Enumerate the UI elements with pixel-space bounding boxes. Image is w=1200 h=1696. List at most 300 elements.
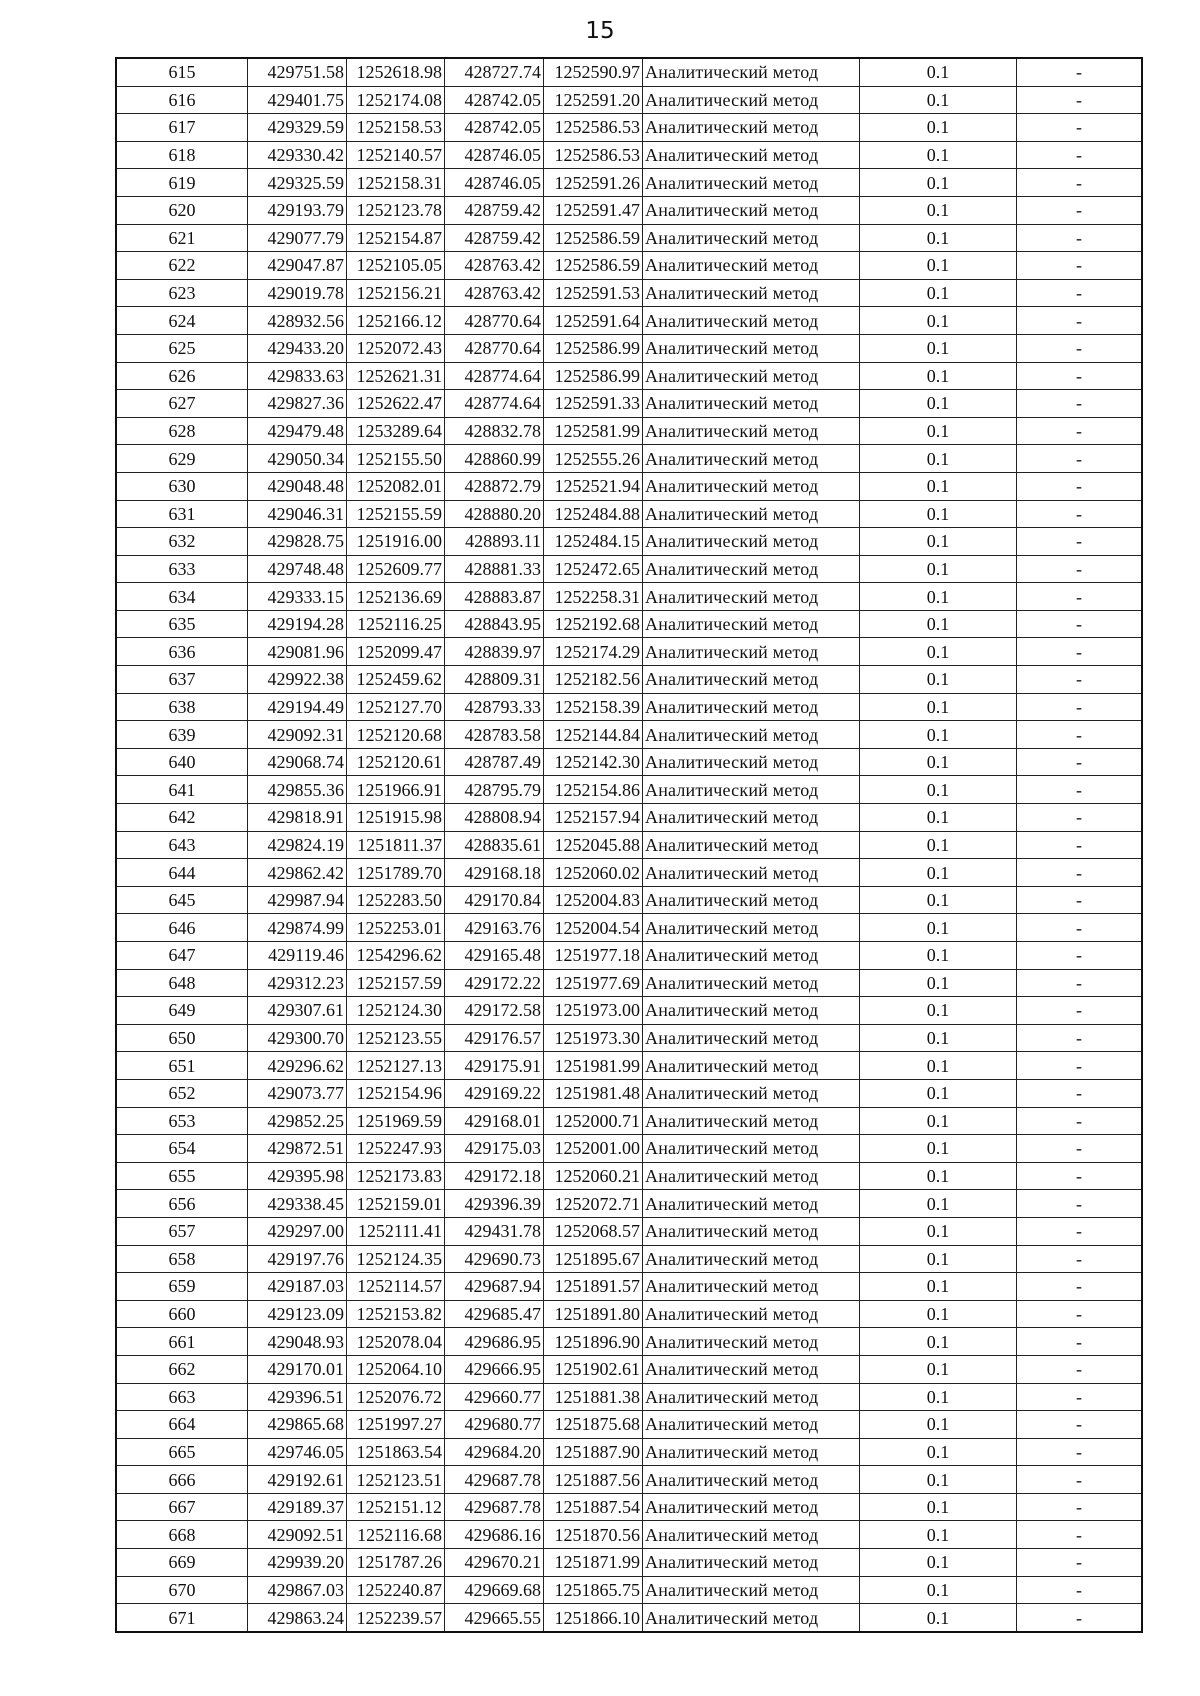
x2-cell: 429685.47 bbox=[445, 1300, 544, 1328]
method-cell: Аналитический метод bbox=[643, 1355, 860, 1383]
point-number-cell: 640 bbox=[116, 748, 248, 776]
y1-cell: 1252155.50 bbox=[347, 445, 445, 473]
x1-cell: 429048.93 bbox=[248, 1328, 347, 1356]
table-row bbox=[116, 252, 1142, 280]
accuracy-cell: 0.1 bbox=[860, 1217, 1017, 1245]
x1-cell: 429818.91 bbox=[248, 804, 347, 832]
x2-cell: 428880.20 bbox=[445, 500, 544, 528]
x2-cell: 428839.97 bbox=[445, 638, 544, 666]
y2-cell: 1252586.99 bbox=[544, 362, 643, 390]
y1-cell: 1252240.87 bbox=[347, 1576, 445, 1604]
x2-cell: 429684.20 bbox=[445, 1438, 544, 1466]
x1-cell: 429746.05 bbox=[248, 1438, 347, 1466]
y2-cell: 1251902.61 bbox=[544, 1355, 643, 1383]
y2-cell: 1252591.26 bbox=[544, 169, 643, 197]
y1-cell: 1251811.37 bbox=[347, 831, 445, 859]
x2-cell: 428770.64 bbox=[445, 307, 544, 335]
x2-cell: 429669.68 bbox=[445, 1576, 544, 1604]
note-cell: - bbox=[1017, 362, 1143, 390]
note-cell: - bbox=[1017, 1135, 1143, 1163]
table-row bbox=[116, 693, 1142, 721]
table-row bbox=[116, 886, 1142, 914]
note-cell: - bbox=[1017, 390, 1143, 418]
x1-cell: 429395.98 bbox=[248, 1162, 347, 1190]
point-number-cell: 647 bbox=[116, 942, 248, 970]
point-number-cell: 632 bbox=[116, 528, 248, 556]
y2-cell: 1251887.56 bbox=[544, 1466, 643, 1494]
y2-cell: 1252586.59 bbox=[544, 224, 643, 252]
method-cell: Аналитический метод bbox=[643, 997, 860, 1025]
note-cell: - bbox=[1017, 693, 1143, 721]
accuracy-cell: 0.1 bbox=[860, 776, 1017, 804]
method-cell: Аналитический метод bbox=[643, 417, 860, 445]
method-cell: Аналитический метод bbox=[643, 334, 860, 362]
point-number-cell: 629 bbox=[116, 445, 248, 473]
accuracy-cell: 0.1 bbox=[860, 86, 1017, 114]
accuracy-cell: 0.1 bbox=[860, 555, 1017, 583]
x2-cell: 428763.42 bbox=[445, 252, 544, 280]
y2-cell: 1252072.71 bbox=[544, 1190, 643, 1218]
x1-cell: 429855.36 bbox=[248, 776, 347, 804]
method-cell: Аналитический метод bbox=[643, 1024, 860, 1052]
point-number-cell: 637 bbox=[116, 666, 248, 694]
y1-cell: 1251997.27 bbox=[347, 1411, 445, 1439]
point-number-cell: 654 bbox=[116, 1135, 248, 1163]
y2-cell: 1251973.30 bbox=[544, 1024, 643, 1052]
note-cell: - bbox=[1017, 1273, 1143, 1301]
x2-cell: 429175.91 bbox=[445, 1052, 544, 1080]
method-cell: Аналитический метод bbox=[643, 1162, 860, 1190]
accuracy-cell: 0.1 bbox=[860, 1438, 1017, 1466]
accuracy-cell: 0.1 bbox=[860, 1135, 1017, 1163]
note-cell: - bbox=[1017, 224, 1143, 252]
y1-cell: 1252116.68 bbox=[347, 1521, 445, 1549]
x1-cell: 429187.03 bbox=[248, 1273, 347, 1301]
y1-cell: 1252157.59 bbox=[347, 969, 445, 997]
table-row bbox=[116, 942, 1142, 970]
table-row bbox=[116, 638, 1142, 666]
note-cell: - bbox=[1017, 1438, 1143, 1466]
y2-cell: 1252521.94 bbox=[544, 472, 643, 500]
table-row bbox=[116, 1079, 1142, 1107]
x1-cell: 429194.49 bbox=[248, 693, 347, 721]
method-cell: Аналитический метод bbox=[643, 942, 860, 970]
table-row bbox=[116, 58, 1142, 86]
note-cell: - bbox=[1017, 997, 1143, 1025]
note-cell: - bbox=[1017, 1162, 1143, 1190]
point-number-cell: 628 bbox=[116, 417, 248, 445]
y1-cell: 1252618.98 bbox=[347, 58, 445, 86]
x2-cell: 428872.79 bbox=[445, 472, 544, 500]
y1-cell: 1252621.31 bbox=[347, 362, 445, 390]
coordinates-table bbox=[115, 57, 1143, 1633]
x2-cell: 429686.16 bbox=[445, 1521, 544, 1549]
x1-cell: 429193.79 bbox=[248, 196, 347, 224]
note-cell: - bbox=[1017, 528, 1143, 556]
table-row bbox=[116, 169, 1142, 197]
note-cell: - bbox=[1017, 666, 1143, 694]
x2-cell: 429175.03 bbox=[445, 1135, 544, 1163]
method-cell: Аналитический метод bbox=[643, 666, 860, 694]
accuracy-cell: 0.1 bbox=[860, 1549, 1017, 1577]
table-row bbox=[116, 528, 1142, 556]
point-number-cell: 662 bbox=[116, 1355, 248, 1383]
x1-cell: 429073.77 bbox=[248, 1079, 347, 1107]
accuracy-cell: 0.1 bbox=[860, 472, 1017, 500]
y2-cell: 1252060.02 bbox=[544, 859, 643, 887]
method-cell: Аналитический метод bbox=[643, 583, 860, 611]
method-cell: Аналитический метод bbox=[643, 500, 860, 528]
point-number-cell: 616 bbox=[116, 86, 248, 114]
accuracy-cell: 0.1 bbox=[860, 1383, 1017, 1411]
point-number-cell: 651 bbox=[116, 1052, 248, 1080]
table-row bbox=[116, 279, 1142, 307]
y2-cell: 1252142.30 bbox=[544, 748, 643, 776]
accuracy-cell: 0.1 bbox=[860, 859, 1017, 887]
table-row bbox=[116, 500, 1142, 528]
method-cell: Аналитический метод bbox=[643, 1521, 860, 1549]
x1-cell: 429307.61 bbox=[248, 997, 347, 1025]
point-number-cell: 645 bbox=[116, 886, 248, 914]
accuracy-cell: 0.1 bbox=[860, 307, 1017, 335]
note-cell: - bbox=[1017, 1576, 1143, 1604]
table-row bbox=[116, 748, 1142, 776]
note-cell: - bbox=[1017, 1383, 1143, 1411]
x1-cell: 429479.48 bbox=[248, 417, 347, 445]
x2-cell: 429680.77 bbox=[445, 1411, 544, 1439]
x1-cell: 429077.79 bbox=[248, 224, 347, 252]
accuracy-cell: 0.1 bbox=[860, 610, 1017, 638]
table-row bbox=[116, 666, 1142, 694]
method-cell: Аналитический метод bbox=[643, 1245, 860, 1273]
point-number-cell: 621 bbox=[116, 224, 248, 252]
note-cell: - bbox=[1017, 1521, 1143, 1549]
accuracy-cell: 0.1 bbox=[860, 914, 1017, 942]
method-cell: Аналитический метод bbox=[643, 969, 860, 997]
y1-cell: 1252156.21 bbox=[347, 279, 445, 307]
x1-cell: 429827.36 bbox=[248, 390, 347, 418]
x1-cell: 429019.78 bbox=[248, 279, 347, 307]
method-cell: Аналитический метод bbox=[643, 528, 860, 556]
note-cell: - bbox=[1017, 1217, 1143, 1245]
accuracy-cell: 0.1 bbox=[860, 583, 1017, 611]
x2-cell: 428843.95 bbox=[445, 610, 544, 638]
method-cell: Аналитический метод bbox=[643, 169, 860, 197]
note-cell: - bbox=[1017, 252, 1143, 280]
y1-cell: 1252120.61 bbox=[347, 748, 445, 776]
y2-cell: 1252045.88 bbox=[544, 831, 643, 859]
accuracy-cell: 0.1 bbox=[860, 638, 1017, 666]
accuracy-cell: 0.1 bbox=[860, 1521, 1017, 1549]
point-number-cell: 638 bbox=[116, 693, 248, 721]
accuracy-cell: 0.1 bbox=[860, 1355, 1017, 1383]
y2-cell: 1252591.33 bbox=[544, 390, 643, 418]
y1-cell: 1252151.12 bbox=[347, 1493, 445, 1521]
method-cell: Аналитический метод bbox=[643, 362, 860, 390]
note-cell: - bbox=[1017, 1300, 1143, 1328]
note-cell: - bbox=[1017, 969, 1143, 997]
x1-cell: 429189.37 bbox=[248, 1493, 347, 1521]
note-cell: - bbox=[1017, 1493, 1143, 1521]
table-row bbox=[116, 914, 1142, 942]
point-number-cell: 653 bbox=[116, 1107, 248, 1135]
y1-cell: 1252123.78 bbox=[347, 196, 445, 224]
note-cell: - bbox=[1017, 445, 1143, 473]
x2-cell: 429687.78 bbox=[445, 1466, 544, 1494]
method-cell: Аналитический метод bbox=[643, 1107, 860, 1135]
note-cell: - bbox=[1017, 1079, 1143, 1107]
x1-cell: 429119.46 bbox=[248, 942, 347, 970]
accuracy-cell: 0.1 bbox=[860, 1079, 1017, 1107]
x1-cell: 429939.20 bbox=[248, 1549, 347, 1577]
x1-cell: 429050.34 bbox=[248, 445, 347, 473]
x1-cell: 429068.74 bbox=[248, 748, 347, 776]
y1-cell: 1252247.93 bbox=[347, 1135, 445, 1163]
note-cell: - bbox=[1017, 1549, 1143, 1577]
accuracy-cell: 0.1 bbox=[860, 693, 1017, 721]
x1-cell: 429862.42 bbox=[248, 859, 347, 887]
y2-cell: 1251891.57 bbox=[544, 1273, 643, 1301]
x2-cell: 429396.39 bbox=[445, 1190, 544, 1218]
note-cell: - bbox=[1017, 141, 1143, 169]
point-number-cell: 671 bbox=[116, 1604, 248, 1632]
method-cell: Аналитический метод bbox=[643, 472, 860, 500]
y2-cell: 1252591.53 bbox=[544, 279, 643, 307]
point-number-cell: 661 bbox=[116, 1328, 248, 1356]
y1-cell: 1252127.70 bbox=[347, 693, 445, 721]
point-number-cell: 665 bbox=[116, 1438, 248, 1466]
x2-cell: 428893.11 bbox=[445, 528, 544, 556]
y1-cell: 1252076.72 bbox=[347, 1383, 445, 1411]
point-number-cell: 649 bbox=[116, 997, 248, 1025]
table-row bbox=[116, 86, 1142, 114]
x2-cell: 429431.78 bbox=[445, 1217, 544, 1245]
x2-cell: 428783.58 bbox=[445, 721, 544, 749]
accuracy-cell: 0.1 bbox=[860, 1300, 1017, 1328]
x2-cell: 429172.58 bbox=[445, 997, 544, 1025]
point-number-cell: 666 bbox=[116, 1466, 248, 1494]
method-cell: Аналитический метод bbox=[643, 555, 860, 583]
accuracy-cell: 0.1 bbox=[860, 1024, 1017, 1052]
note-cell: - bbox=[1017, 169, 1143, 197]
x1-cell: 429296.62 bbox=[248, 1052, 347, 1080]
method-cell: Аналитический метод bbox=[643, 1135, 860, 1163]
method-cell: Аналитический метод bbox=[643, 859, 860, 887]
note-cell: - bbox=[1017, 58, 1143, 86]
table-row bbox=[116, 1300, 1142, 1328]
method-cell: Аналитический метод bbox=[643, 1466, 860, 1494]
point-number-cell: 636 bbox=[116, 638, 248, 666]
point-number-cell: 643 bbox=[116, 831, 248, 859]
accuracy-cell: 0.1 bbox=[860, 886, 1017, 914]
accuracy-cell: 0.1 bbox=[860, 942, 1017, 970]
x2-cell: 428787.49 bbox=[445, 748, 544, 776]
y2-cell: 1251875.68 bbox=[544, 1411, 643, 1439]
y1-cell: 1252124.35 bbox=[347, 1245, 445, 1273]
note-cell: - bbox=[1017, 196, 1143, 224]
accuracy-cell: 0.1 bbox=[860, 1466, 1017, 1494]
y2-cell: 1251977.69 bbox=[544, 969, 643, 997]
table-row bbox=[116, 1604, 1142, 1632]
y2-cell: 1252004.83 bbox=[544, 886, 643, 914]
accuracy-cell: 0.1 bbox=[860, 169, 1017, 197]
y2-cell: 1252174.29 bbox=[544, 638, 643, 666]
note-cell: - bbox=[1017, 279, 1143, 307]
y1-cell: 1251915.98 bbox=[347, 804, 445, 832]
note-cell: - bbox=[1017, 776, 1143, 804]
x2-cell: 429686.95 bbox=[445, 1328, 544, 1356]
accuracy-cell: 0.1 bbox=[860, 390, 1017, 418]
y1-cell: 1252123.51 bbox=[347, 1466, 445, 1494]
note-cell: - bbox=[1017, 307, 1143, 335]
method-cell: Аналитический метод bbox=[643, 1217, 860, 1245]
x1-cell: 429751.58 bbox=[248, 58, 347, 86]
x2-cell: 428746.05 bbox=[445, 169, 544, 197]
x1-cell: 429081.96 bbox=[248, 638, 347, 666]
y1-cell: 1252283.50 bbox=[347, 886, 445, 914]
y2-cell: 1251973.00 bbox=[544, 997, 643, 1025]
table-row bbox=[116, 1190, 1142, 1218]
method-cell: Аналитический метод bbox=[643, 748, 860, 776]
accuracy-cell: 0.1 bbox=[860, 1273, 1017, 1301]
y1-cell: 1252078.04 bbox=[347, 1328, 445, 1356]
method-cell: Аналитический метод bbox=[643, 1493, 860, 1521]
accuracy-cell: 0.1 bbox=[860, 1604, 1017, 1632]
table-row bbox=[116, 610, 1142, 638]
x2-cell: 429168.18 bbox=[445, 859, 544, 887]
point-number-cell: 624 bbox=[116, 307, 248, 335]
table-row bbox=[116, 969, 1142, 997]
y2-cell: 1251896.90 bbox=[544, 1328, 643, 1356]
x1-cell: 429092.31 bbox=[248, 721, 347, 749]
x2-cell: 428793.33 bbox=[445, 693, 544, 721]
y2-cell: 1251981.99 bbox=[544, 1052, 643, 1080]
y2-cell: 1252590.97 bbox=[544, 58, 643, 86]
accuracy-cell: 0.1 bbox=[860, 1107, 1017, 1135]
method-cell: Аналитический метод bbox=[643, 1300, 860, 1328]
table-row bbox=[116, 334, 1142, 362]
x1-cell: 428932.56 bbox=[248, 307, 347, 335]
note-cell: - bbox=[1017, 583, 1143, 611]
y1-cell: 1252124.30 bbox=[347, 997, 445, 1025]
note-cell: - bbox=[1017, 1107, 1143, 1135]
table-row bbox=[116, 997, 1142, 1025]
method-cell: Аналитический метод bbox=[643, 804, 860, 832]
point-number-cell: 656 bbox=[116, 1190, 248, 1218]
table-row bbox=[116, 1024, 1142, 1052]
method-cell: Аналитический метод bbox=[643, 279, 860, 307]
table-row bbox=[116, 1245, 1142, 1273]
y2-cell: 1252192.68 bbox=[544, 610, 643, 638]
y1-cell: 1252116.25 bbox=[347, 610, 445, 638]
table-row bbox=[116, 831, 1142, 859]
x2-cell: 428835.61 bbox=[445, 831, 544, 859]
accuracy-cell: 0.1 bbox=[860, 1328, 1017, 1356]
point-number-cell: 652 bbox=[116, 1079, 248, 1107]
x2-cell: 429687.94 bbox=[445, 1273, 544, 1301]
method-cell: Аналитический метод bbox=[643, 914, 860, 942]
x2-cell: 429169.22 bbox=[445, 1079, 544, 1107]
x1-cell: 429865.68 bbox=[248, 1411, 347, 1439]
point-number-cell: 631 bbox=[116, 500, 248, 528]
method-cell: Аналитический метод bbox=[643, 1190, 860, 1218]
point-number-cell: 657 bbox=[116, 1217, 248, 1245]
note-cell: - bbox=[1017, 1411, 1143, 1439]
method-cell: Аналитический метод bbox=[643, 1576, 860, 1604]
table-row bbox=[116, 1383, 1142, 1411]
accuracy-cell: 0.1 bbox=[860, 141, 1017, 169]
point-number-cell: 615 bbox=[116, 58, 248, 86]
y2-cell: 1252591.64 bbox=[544, 307, 643, 335]
method-cell: Аналитический метод bbox=[643, 693, 860, 721]
y1-cell: 1252111.41 bbox=[347, 1217, 445, 1245]
method-cell: Аналитический метод bbox=[643, 1328, 860, 1356]
y1-cell: 1254296.62 bbox=[347, 942, 445, 970]
table-row bbox=[116, 1217, 1142, 1245]
point-number-cell: 655 bbox=[116, 1162, 248, 1190]
y2-cell: 1251895.67 bbox=[544, 1245, 643, 1273]
method-cell: Аналитический метод bbox=[643, 307, 860, 335]
x1-cell: 429748.48 bbox=[248, 555, 347, 583]
method-cell: Аналитический метод bbox=[643, 224, 860, 252]
method-cell: Аналитический метод bbox=[643, 886, 860, 914]
accuracy-cell: 0.1 bbox=[860, 1052, 1017, 1080]
y2-cell: 1252182.56 bbox=[544, 666, 643, 694]
x2-cell: 429163.76 bbox=[445, 914, 544, 942]
note-cell: - bbox=[1017, 804, 1143, 832]
x2-cell: 428795.79 bbox=[445, 776, 544, 804]
x2-cell: 429170.84 bbox=[445, 886, 544, 914]
x2-cell: 428727.74 bbox=[445, 58, 544, 86]
y1-cell: 1252174.08 bbox=[347, 86, 445, 114]
y2-cell: 1252581.99 bbox=[544, 417, 643, 445]
y1-cell: 1252155.59 bbox=[347, 500, 445, 528]
point-number-cell: 620 bbox=[116, 196, 248, 224]
x1-cell: 429828.75 bbox=[248, 528, 347, 556]
x2-cell: 428860.99 bbox=[445, 445, 544, 473]
y2-cell: 1251871.99 bbox=[544, 1549, 643, 1577]
y2-cell: 1251865.75 bbox=[544, 1576, 643, 1604]
y2-cell: 1251887.54 bbox=[544, 1493, 643, 1521]
accuracy-cell: 0.1 bbox=[860, 362, 1017, 390]
table-row bbox=[116, 1328, 1142, 1356]
note-cell: - bbox=[1017, 1328, 1143, 1356]
y2-cell: 1252591.20 bbox=[544, 86, 643, 114]
x1-cell: 429433.20 bbox=[248, 334, 347, 362]
x1-cell: 429333.15 bbox=[248, 583, 347, 611]
x1-cell: 429194.28 bbox=[248, 610, 347, 638]
point-number-cell: 626 bbox=[116, 362, 248, 390]
x2-cell: 429168.01 bbox=[445, 1107, 544, 1135]
table-row bbox=[116, 390, 1142, 418]
x2-cell: 429172.18 bbox=[445, 1162, 544, 1190]
y2-cell: 1251870.56 bbox=[544, 1521, 643, 1549]
y1-cell: 1252159.01 bbox=[347, 1190, 445, 1218]
x2-cell: 428774.64 bbox=[445, 390, 544, 418]
point-number-cell: 646 bbox=[116, 914, 248, 942]
y2-cell: 1252001.00 bbox=[544, 1135, 643, 1163]
y2-cell: 1252484.15 bbox=[544, 528, 643, 556]
accuracy-cell: 0.1 bbox=[860, 58, 1017, 86]
table-row bbox=[116, 1135, 1142, 1163]
note-cell: - bbox=[1017, 638, 1143, 666]
x1-cell: 429325.59 bbox=[248, 169, 347, 197]
y1-cell: 1252154.87 bbox=[347, 224, 445, 252]
table-row bbox=[116, 362, 1142, 390]
accuracy-cell: 0.1 bbox=[860, 196, 1017, 224]
y2-cell: 1252004.54 bbox=[544, 914, 643, 942]
x1-cell: 429170.01 bbox=[248, 1355, 347, 1383]
